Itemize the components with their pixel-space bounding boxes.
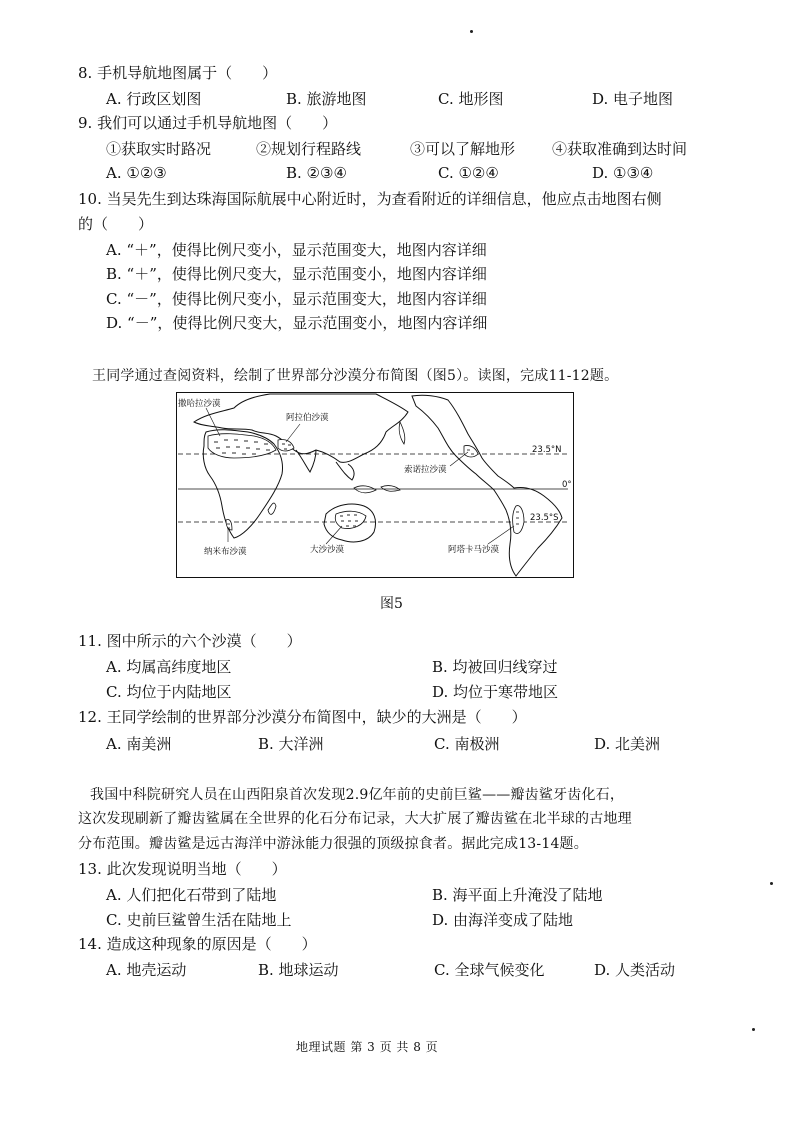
passage-11-12: 王同学通过查阅资料，绘制了世界部分沙漠分布简图（图5）。读图，完成11-12题。 xyxy=(92,368,619,384)
q11-option-b: B. 均被回归线穿过 xyxy=(432,658,558,676)
label-atacama: 阿塔卡马沙漠 xyxy=(448,545,500,555)
q10-option-b: B. “＋”，使得比例尺变大，显示范围变小，地图内容详细 xyxy=(106,265,487,283)
world-desert-map xyxy=(176,392,574,578)
passage-13-14-line2: 这次发现刷新了瓣齿鲨属在全世界的化石分布记录，大大扩展了瓣齿鲨在北半球的古地理 xyxy=(78,811,632,827)
q8-option-b: B. 旅游地图 xyxy=(286,90,367,108)
label-great-sandy: 大沙沙漠 xyxy=(310,545,345,555)
q9-item-1: ①获取实时路况 xyxy=(106,140,212,158)
q9-item-3: ③可以了解地形 xyxy=(410,140,516,158)
q11-option-d: D. 均位于寒带地区 xyxy=(432,683,559,701)
q9-option-a: A. ①②③ xyxy=(106,164,167,182)
scan-speck xyxy=(470,30,473,33)
scan-speck xyxy=(770,882,773,885)
q11-option-c: C. 均位于内陆地区 xyxy=(106,683,232,701)
q9-option-d: D. ①③④ xyxy=(592,164,654,182)
q14-option-b: B. 地球运动 xyxy=(258,961,339,979)
label-arabian: 阿拉伯沙漠 xyxy=(286,413,329,423)
page-footer: 地理试题 第 3 页 共 8 页 xyxy=(296,1040,439,1054)
q14-option-a: A. 地壳运动 xyxy=(106,961,187,979)
q10-option-c: C. “－”，使得比例尺变小，显示范围变大，地图内容详细 xyxy=(106,290,487,308)
label-sahara: 撒哈拉沙漠 xyxy=(178,399,221,409)
q9-option-c: C. ①②④ xyxy=(438,164,499,182)
q13-option-c: C. 史前巨鲨曾生活在陆地上 xyxy=(106,911,292,929)
q11-option-a: A. 均属高纬度地区 xyxy=(106,658,232,676)
passage-13-14-line3: 分布范围。瓣齿鲨是远古海洋中游泳能力很强的顶级掠食者。据此完成13-14题。 xyxy=(78,836,588,852)
scan-speck xyxy=(752,1028,755,1031)
q12-option-a: A. 南美洲 xyxy=(106,735,172,753)
label-23-5-s: 23.5°S xyxy=(530,513,559,523)
q12-option-d: D. 北美洲 xyxy=(594,735,661,753)
q8-option-c: C. 地形图 xyxy=(438,90,504,108)
q12-option-c: C. 南极洲 xyxy=(434,735,500,753)
q9-stem: 9. 我们可以通过手机导航地图（ ） xyxy=(78,114,338,132)
q13-option-a: A. 人们把化石带到了陆地 xyxy=(106,886,277,904)
label-namib: 纳米布沙漠 xyxy=(204,547,247,557)
q14-stem: 14. 造成这种现象的原因是（ ） xyxy=(78,935,317,953)
q9-item-2: ②规划行程路线 xyxy=(256,140,362,158)
q10-option-a: A. “＋”，使得比例尺变小，显示范围变大，地图内容详细 xyxy=(106,241,487,259)
label-equator: 0° xyxy=(562,480,572,490)
q8-option-a: A. 行政区划图 xyxy=(106,90,202,108)
figure-caption: 图5 xyxy=(380,596,403,612)
label-23-5-n: 23.5°N xyxy=(532,445,562,455)
q9-item-4: ④获取准确到达时间 xyxy=(552,140,688,158)
q8-stem: 8. 手机导航地图属于（ ） xyxy=(78,64,278,82)
label-sonoran: 索诺拉沙漠 xyxy=(404,465,447,475)
q10-stem-line2: 的（ ） xyxy=(78,215,154,233)
passage-13-14-line1: 我国中科院研究人员在山西阳泉首次发现2.9亿年前的史前巨鲨——瓣齿鲨牙齿化石， xyxy=(90,787,625,803)
q13-option-b: B. 海平面上升淹没了陆地 xyxy=(432,886,603,904)
q8-option-d: D. 电子地图 xyxy=(592,90,674,108)
q14-option-d: D. 人类活动 xyxy=(594,961,676,979)
q14-option-c: C. 全球气候变化 xyxy=(434,961,545,979)
q12-stem: 12. 王同学绘制的世界部分沙漠分布简图中，缺少的大洲是（ ） xyxy=(78,708,527,726)
q13-stem: 13. 此次发现说明当地（ ） xyxy=(78,860,287,878)
q10-stem-line1: 10. 当吴先生到达珠海国际航展中心附近时，为查看附近的详细信息，他应点击地图右侧 xyxy=(78,190,662,208)
q10-option-d: D. “－”，使得比例尺变大，显示范围变小，地图内容详细 xyxy=(106,314,488,332)
q13-option-d: D. 由海洋变成了陆地 xyxy=(432,911,574,929)
q9-option-b: B. ②③④ xyxy=(286,164,347,182)
q11-stem: 11. 图中所示的六个沙漠（ ） xyxy=(78,632,302,650)
q12-option-b: B. 大洋洲 xyxy=(258,735,324,753)
